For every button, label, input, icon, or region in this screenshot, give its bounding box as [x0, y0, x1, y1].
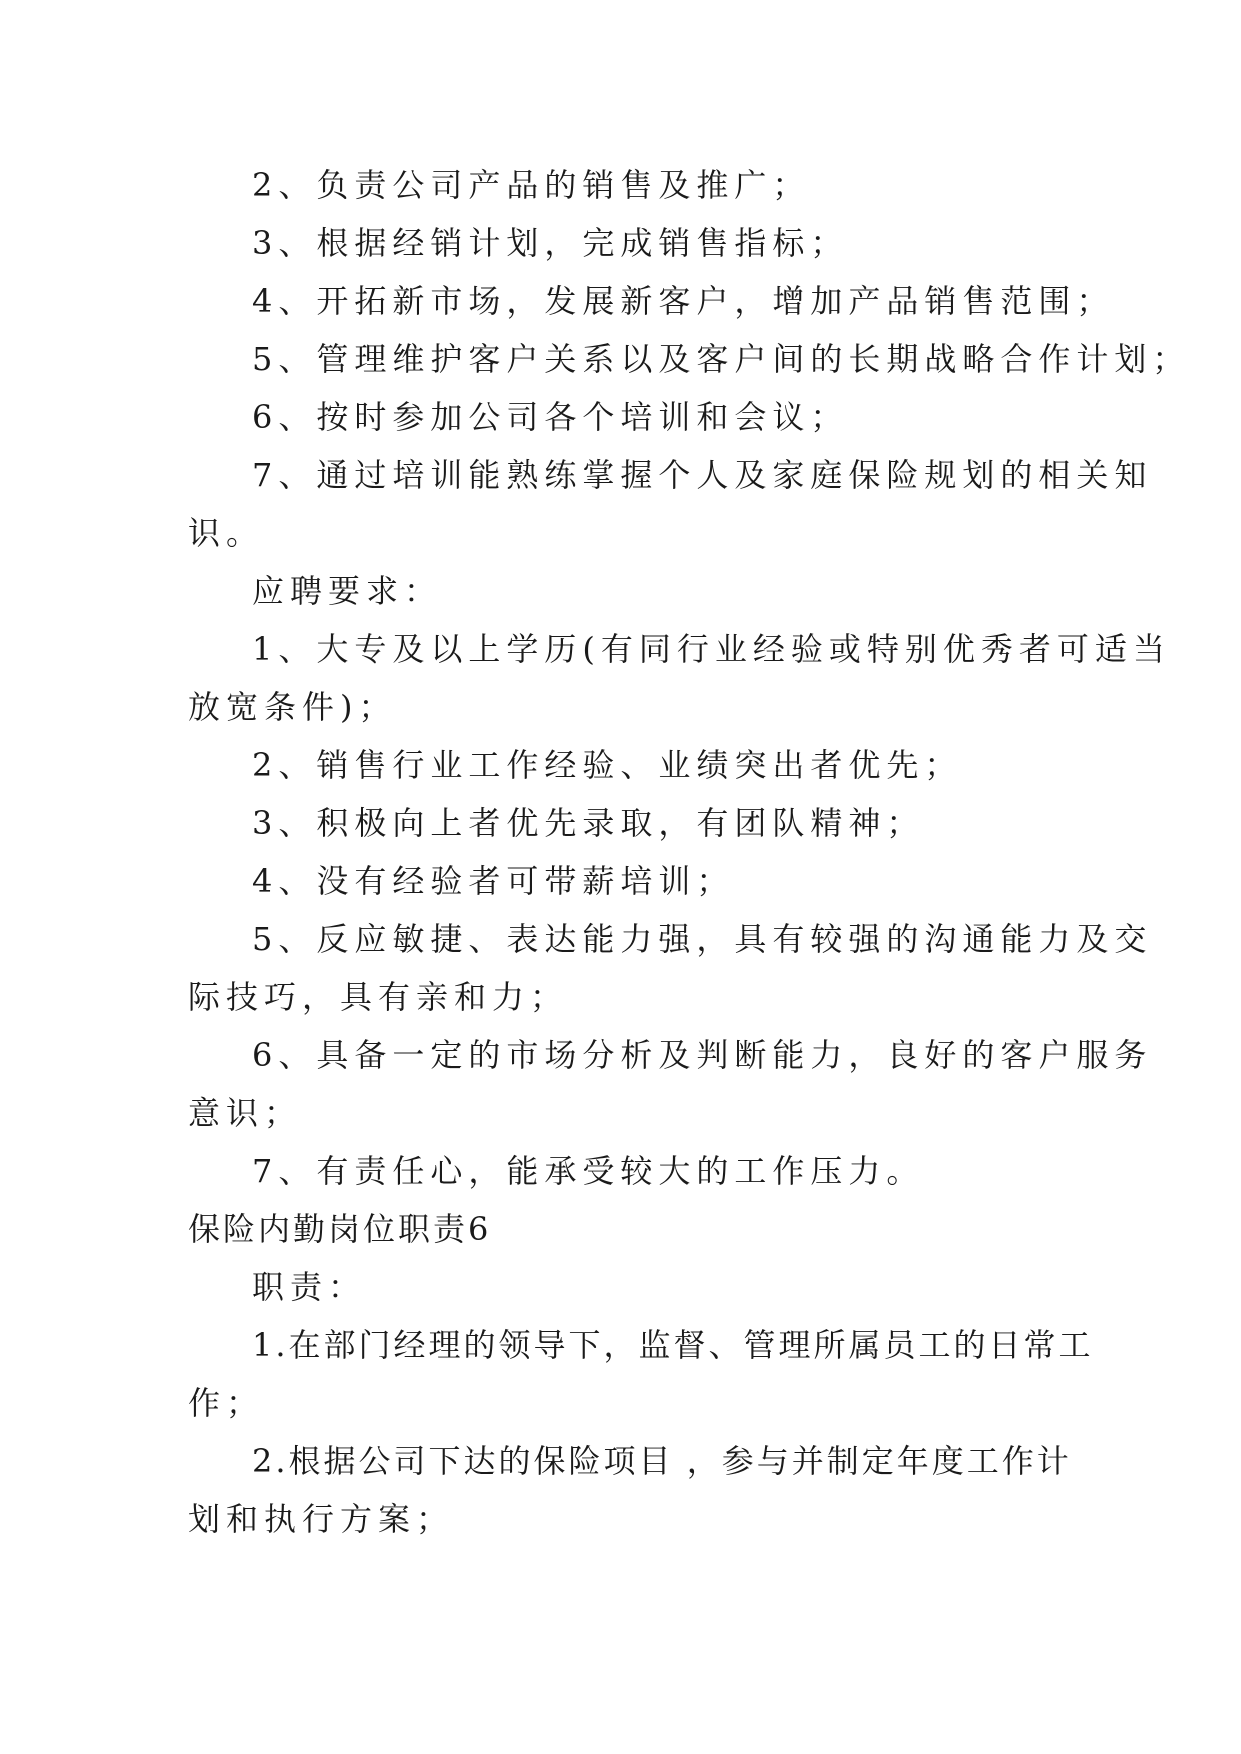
duty-item-3: 3、根据经销计划，完成销售指标；	[252, 224, 849, 262]
responsibility-item-2: 2.根据公司下达的保险项目 ，参与并制定年度工作计	[252, 1442, 1072, 1480]
requirement-item-6-continued: 意识；	[188, 1094, 303, 1132]
duty-item-6: 6、按时参加公司各个培训和会议；	[252, 398, 849, 436]
section-title: 保险内勤岗位职责6	[188, 1210, 492, 1248]
requirement-item-4: 4、没有经验者可带薪培训；	[252, 862, 735, 900]
requirements-heading: 应聘要求：	[252, 572, 443, 610]
requirement-item-2: 2、销售行业工作经验、业绩突出者优先；	[252, 746, 963, 784]
requirement-item-5: 5、反应敏捷、表达能力强，具有较强的沟通能力及交	[252, 920, 1153, 958]
duty-item-7-continued: 识。	[188, 514, 265, 552]
responsibility-item-2-continued: 划和执行方案；	[188, 1500, 455, 1538]
requirement-item-5-continued: 际技巧，具有亲和力；	[188, 978, 569, 1016]
responsibilities-heading: 职责：	[252, 1268, 367, 1306]
duty-item-4: 4、开拓新市场，发展新客户，增加产品销售范围；	[252, 282, 1115, 320]
requirement-item-1-continued: 放宽条件)；	[188, 688, 397, 726]
requirement-item-3: 3、积极向上者优先录取，有团队精神；	[252, 804, 925, 842]
requirement-item-6: 6、具备一定的市场分析及判断能力，良好的客户服务	[252, 1036, 1153, 1074]
duty-item-2: 2、负责公司产品的销售及推广；	[252, 166, 811, 204]
duty-item-7: 7、通过培训能熟练掌握个人及家庭保险规划的相关知	[252, 456, 1153, 494]
requirement-item-1: 1、大专及以上学历(有同行业经验或特别优秀者可适当	[252, 630, 1171, 668]
responsibility-item-1: 1.在部门经理的领导下，监督、管理所属员工的日常工	[252, 1326, 1094, 1364]
duty-item-5: 5、管理维护客户关系以及客户间的长期战略合作计划；	[252, 340, 1191, 378]
requirement-item-7: 7、有责任心，能承受较大的工作压力。	[252, 1152, 925, 1190]
responsibility-item-1-continued: 作；	[188, 1384, 265, 1422]
